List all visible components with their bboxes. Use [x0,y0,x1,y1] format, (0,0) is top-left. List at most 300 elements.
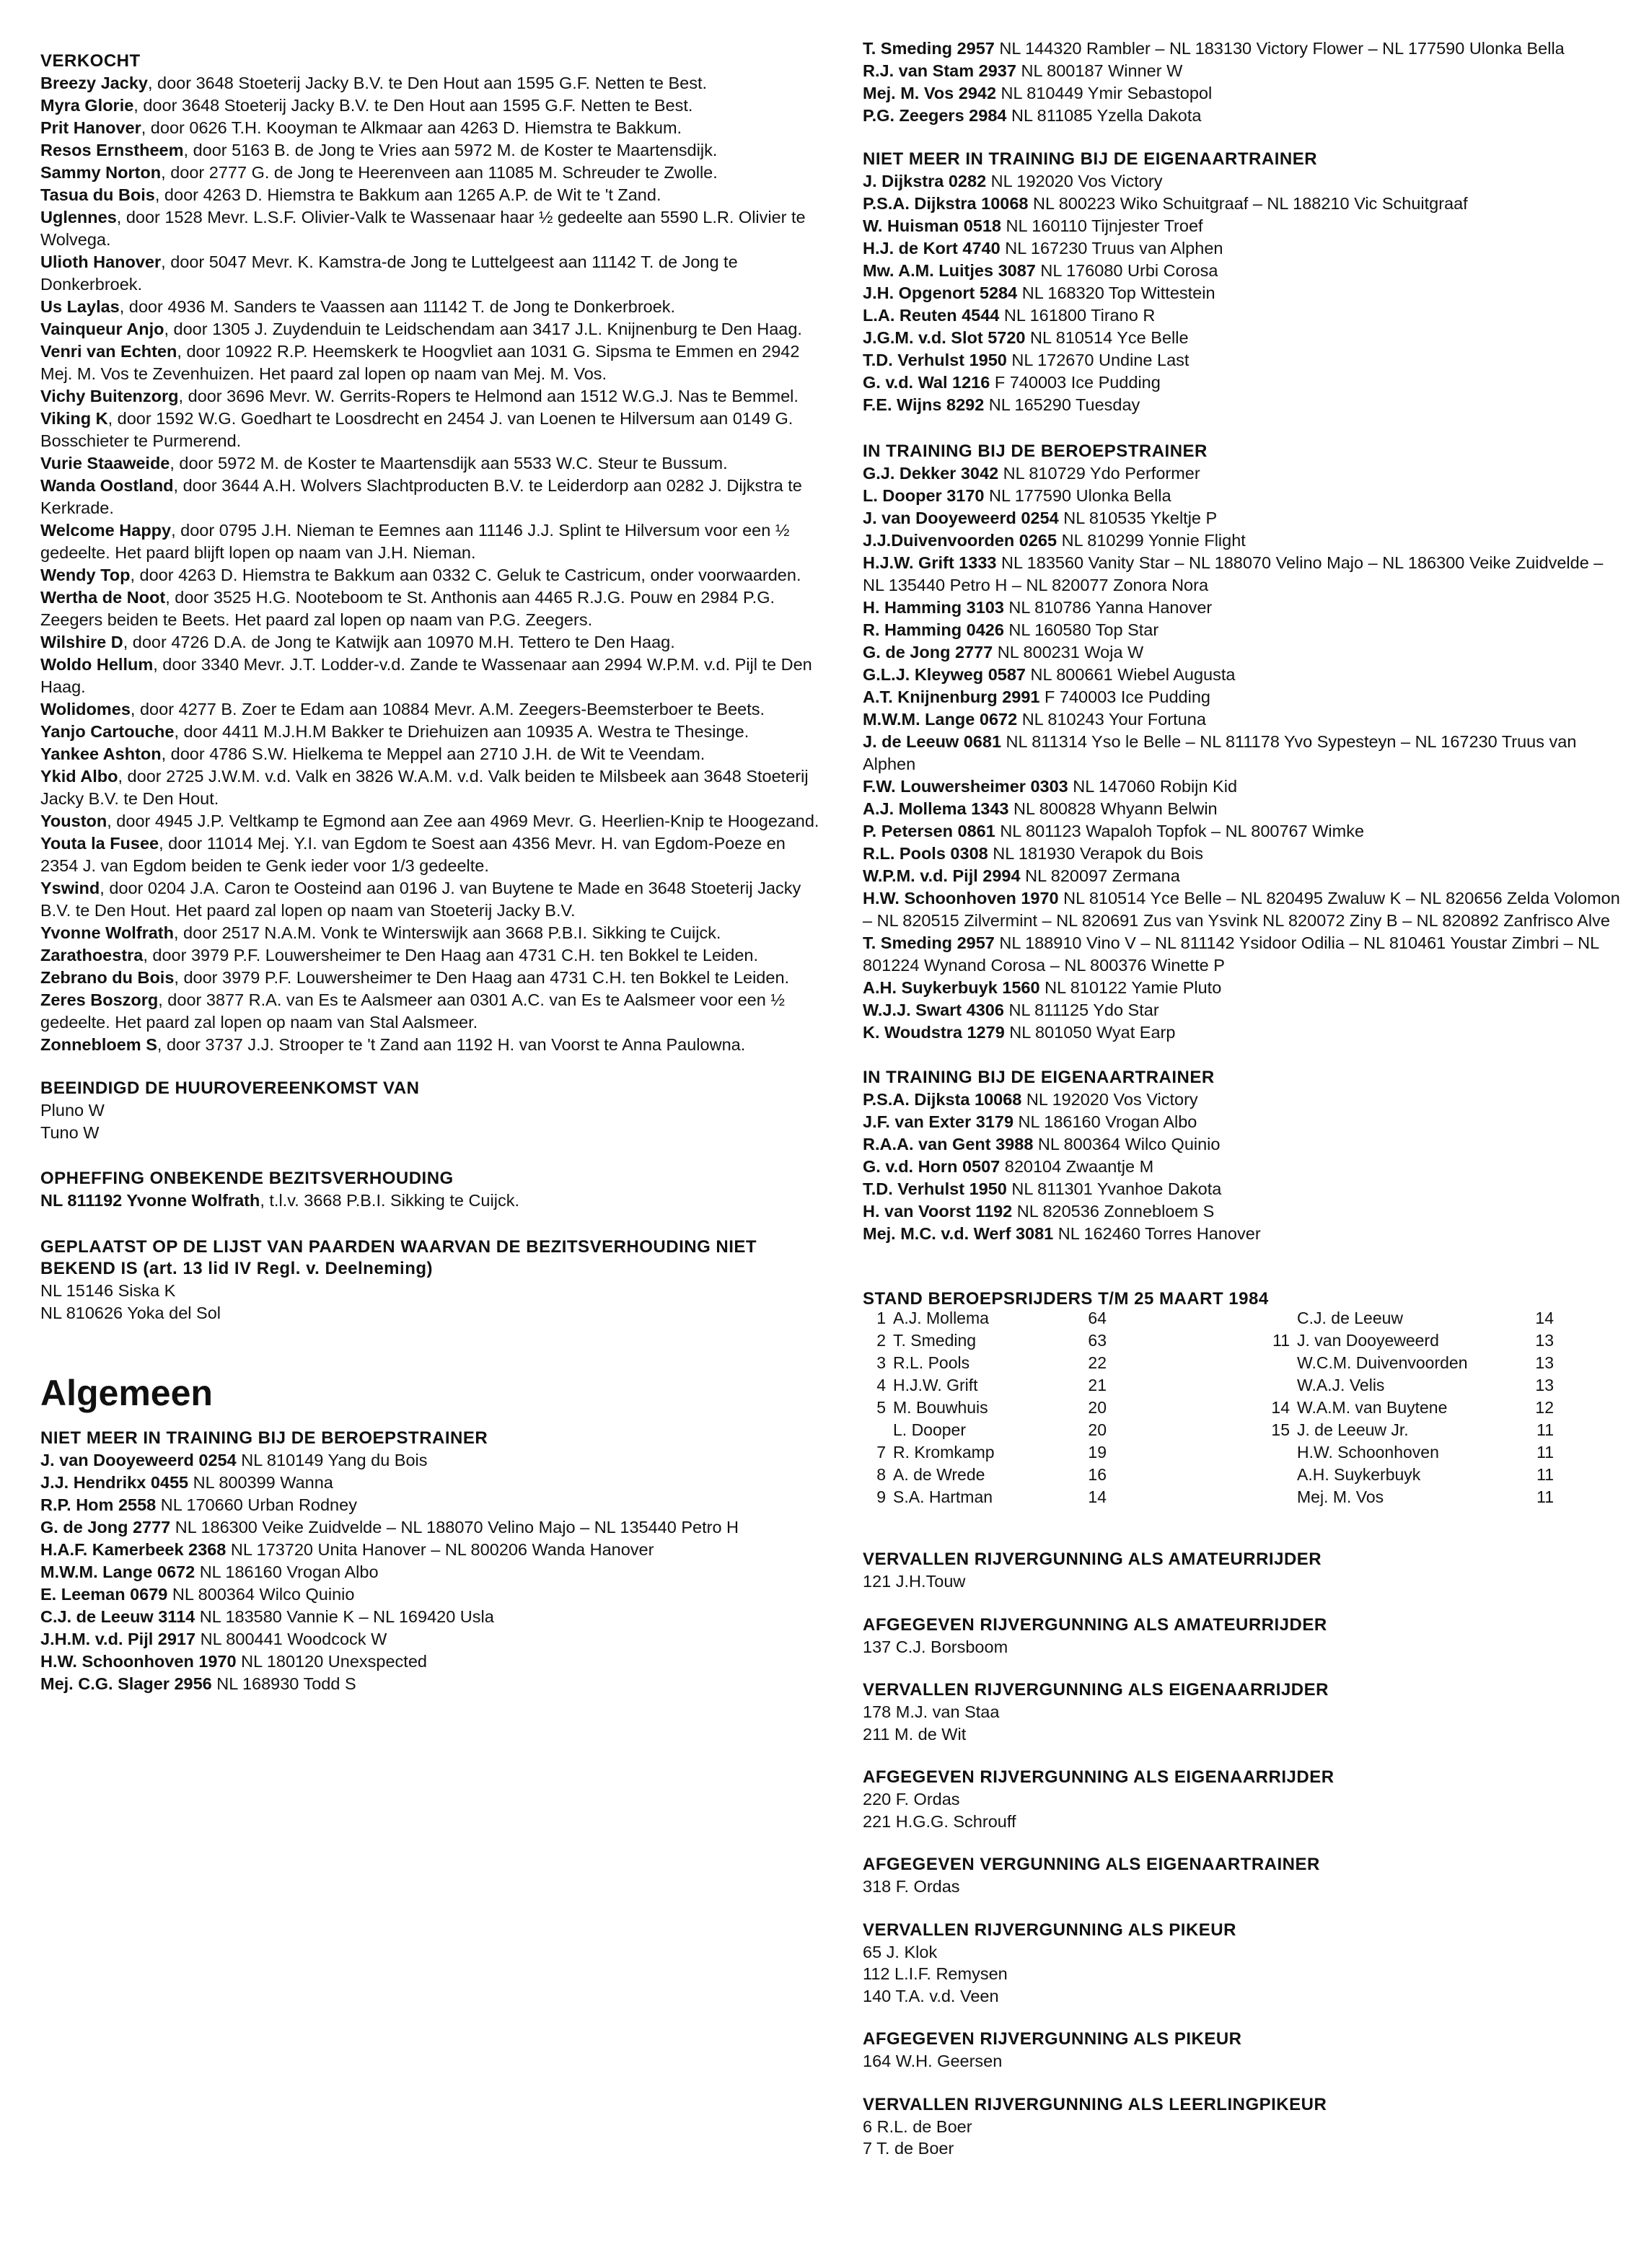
entry-text: NL 810535 Ykeltje P [1058,509,1218,527]
entry-text: , door 3648 Stoeterij Jacky B.V. te Den Hout aan 1595 G.F. Netten te Best. [147,74,708,92]
entry-text: NL 810243 Your Fortuna [1017,710,1206,729]
entry-text: NL 811301 Yvanhoe Dakota [1006,1179,1222,1198]
stand-row [1252,1419,1584,1441]
entry-text: NL 800399 Wanna [188,1473,333,1492]
stand-rank [1252,1307,1297,1329]
entry-name: R. Hamming 0426 [863,620,1004,639]
stand-points: 22 [1088,1353,1107,1372]
entry-text: , door 4936 M. Sanders te Vaassen aan 11142 T. de Jong te Donkerbroek. [119,297,676,316]
entry-text: NL 181930 Verapok du Bois [988,844,1204,863]
right-top-section [863,38,1627,127]
stand-name: R. Kromkamp [893,1443,995,1462]
list-item [863,394,1627,416]
stand-row [863,1352,1252,1374]
left-column [40,0,819,1695]
entry-text: NL 168320 Top Wittestein [1017,284,1215,302]
stand-points: 11 [1536,1487,1554,1506]
entry-name: Vainqueur Anjo [40,320,164,338]
vergunning-group [863,2094,1627,2160]
entry-name: Youston [40,812,107,830]
entry-name: Ykid Albo [40,767,118,786]
stand-points: 20 [1088,1398,1107,1417]
stand-name: H.W. Schoonhoven [1297,1443,1439,1462]
list-item [863,686,1627,708]
vergunningen-section [863,1549,1627,2160]
list-item [40,408,819,452]
list-item [863,932,1627,977]
entry-name: M.W.M. Lange 0672 [40,1562,195,1581]
right-top-list [863,38,1627,127]
list-item [863,485,1627,507]
entry-name: Welcome Happy [40,521,172,540]
entry-name: H. van Voorst 1192 [863,1202,1013,1221]
list-item: 140 T.A. v.d. Veen [863,1986,999,2005]
stand-rank [1252,1374,1297,1397]
entry-name: Wolidomes [40,700,131,718]
list-item [40,139,819,162]
list-item: NL 810626 Yoka del Sol [40,1303,221,1322]
stand-rank [863,1419,893,1441]
list-item [40,1561,819,1583]
entry-name: Woldo Hellum [40,655,154,674]
vergunning-group [863,1614,1627,1658]
entry-text: NL 820097 Zermana [1020,866,1180,885]
entry-name: C.J. de Leeuw 3114 [40,1607,195,1626]
entry-text: NL 180120 Unexspected [236,1652,427,1671]
entry-name: NL 811192 Yvonne Wolfrath [40,1191,260,1210]
entry-name: M.W.M. Lange 0672 [863,710,1018,729]
section-heading: AFGEGEVEN RIJVERGUNNING ALS EIGENAARRIJDER [863,1767,1334,1787]
nmt-eigen-section [863,149,1627,416]
entry-text: F 740003 Ice Pudding [990,373,1161,392]
it-eigen-section [863,1067,1627,1245]
entry-text: F 740003 Ice Pudding [1039,687,1210,706]
entry-text: , door 4277 B. Zoer te Edam aan 10884 Mevr. A.M. Zeegers-Beemsterboer te Beets. [130,700,765,718]
entry-text: NL 186160 Vrogan Albo [1013,1112,1197,1131]
entry-text: NL 801123 Wapaloh Topfok – NL 800767 Wimke [995,822,1365,840]
entry-text: NL 811125 Ydo Star [1003,1001,1159,1019]
list-item [40,1190,819,1212]
stand-right-list [1252,1307,1584,1508]
stand-row [1252,1464,1584,1486]
entry-text: , door 3979 P.F. Louwersheimer te Den Haag aan 4731 C.H. ten Bokkel te Leiden. [143,946,758,964]
list-item [40,564,819,586]
list-item [863,282,1627,304]
list-item [863,372,1627,394]
entry-text: , door 3340 Mevr. J.T. Lodder-v.d. Zande te Wassenaar aan 2994 W.P.M. v.d. Pijl te Den Haag. [40,655,812,696]
list-item [40,475,819,519]
stand-points: 13 [1535,1353,1554,1372]
entry-text: NL 800441 Woodcock W [195,1630,387,1648]
list-item: 221 H.G.G. Schrouff [863,1811,1016,1831]
entry-name: Us Laylas [40,297,120,316]
list-item: 112 L.I.F. Remysen [863,1964,1008,1983]
stand-name: H.J.W. Grift [893,1376,978,1394]
entry-text: NL 810122 Yamie Pluto [1039,978,1222,997]
geplaatst-section [40,1236,819,1324]
entry-text: , door 5972 M. de Koster te Maartensdijk aan 5533 W.C. Steur te Bussum. [170,454,728,472]
entry-text: , door 4263 D. Hiemstra te Bakkum aan 1265 A.P. de Wit te 't Zand. [154,185,661,204]
list-item [863,462,1627,485]
entry-name: P.S.A. Dijksta 10068 [863,1090,1022,1109]
entry-name: Vurie Staaweide [40,454,170,472]
entry-text: , door 1305 J. Zuydenduin te Leidschendam aan 3417 J.L. Knijnenburg te Den Haag. [164,320,802,338]
entry-text: NL 800187 Winner W [1016,61,1183,80]
entry-name: L. Dooper 3170 [863,486,985,505]
entry-text: , door 4786 S.W. Hielkema te Meppel aan 2710 J.H. de Wit te Veendam. [161,744,705,763]
page-section-title: Algemeen [40,1373,213,1413]
stand-row [863,1397,1252,1419]
section-heading: AFGEGEVEN VERGUNNING ALS EIGENAARTRAINER [863,1855,1320,1874]
stand-row [863,1441,1252,1464]
vergunning-group [863,2029,1627,2073]
entry-name: A.J. Mollema 1343 [863,799,1009,818]
section-heading: VERVALLEN RIJVERGUNNING ALS PIKEUR [863,1920,1236,1940]
entry-text: NL 801050 Wyat Earp [1004,1023,1176,1042]
list-item [863,1021,1627,1044]
list-item [863,619,1627,641]
entry-text: NL 173720 Unita Hanover – NL 800206 Wanda Hanover [226,1540,654,1559]
entry-name: Yswind [40,879,100,897]
entry-name: W.J.J. Swart 4306 [863,1001,1004,1019]
entry-text: , door 0795 J.H. Nieman te Eemnes aan 11146 J.J. Splint te Hilversum voor een ½ gedeelte. Het paard blijft lopen op naam van J.H. Nieman. [40,521,790,562]
entry-name: F.W. Louwersheimer 0303 [863,777,1068,796]
entry-name: Ulioth Hanover [40,252,162,271]
list-item [863,1178,1627,1200]
stand-name: W.A.M. van Buytene [1297,1398,1448,1417]
entry-name: E. Leeman 0679 [40,1585,168,1604]
entry-text: NL 176080 Urbi Corosa [1035,261,1218,280]
entry-text: NL 147060 Robijn Kid [1068,777,1238,796]
stand-rank: 8 [876,1465,886,1484]
entry-text: NL 810786 Yanna Hanover [1003,598,1213,617]
entry-text: NL 183560 Vanity Star – NL 188070 Velino Majo – NL 186300 Veike Zuidvelde – NL 135440 Petro H – NL 820077 Zonora Nora [863,553,1604,594]
entry-text: , door 3979 P.F. Louwersheimer te Den Haag aan 4731 C.H. ten Bokkel te Leiden. [174,968,790,987]
stand-points: 16 [1088,1465,1107,1484]
list-item [40,1449,819,1472]
list-item: 65 J. Klok [863,1942,938,1961]
stand-row [1252,1374,1584,1397]
list-item [863,999,1627,1021]
entry-text: NL 810449 Ymir Sebastopol [996,84,1213,102]
list-item [863,820,1627,843]
stand-name: A.H. Suykerbuyk [1297,1465,1421,1484]
vergunning-group [863,1549,1627,1593]
entry-name: Vichy Buitenzorg [40,387,179,405]
entry-name: P. Petersen 0861 [863,822,995,840]
section-heading: IN TRAINING BIJ DE BEROEPSTRAINER [863,441,1208,461]
entry-name: Wendy Top [40,566,131,584]
stand-rank [1252,1464,1297,1486]
stand-rank: 7 [876,1443,886,1462]
stand-points: 20 [1088,1420,1107,1439]
entry-name: J. de Leeuw 0681 [863,732,1002,751]
stand-name: T. Smeding [893,1331,977,1350]
list-item: 318 F. Ordas [863,1877,960,1896]
entry-text: , door 0626 T.H. Kooyman te Alkmaar aan 4263 D. Hiemstra te Bakkum. [141,118,682,137]
entry-name: H.A.F. Kamerbeek 2368 [40,1540,227,1559]
list-item [863,1156,1627,1178]
list-item [863,304,1627,327]
list-item [863,798,1627,820]
list-item [863,1089,1627,1111]
entry-text: NL 161800 Tirano R [999,306,1156,325]
entry-name: Wertha de Noot [40,588,166,607]
stand-rank: 3 [876,1353,886,1372]
stand-row [1252,1486,1584,1508]
list-item: Pluno W [40,1101,105,1120]
entry-text: NL 820536 Zonnebloem S [1012,1202,1215,1221]
stand-points: 63 [1088,1331,1107,1350]
list-item [40,1539,819,1561]
entry-name: G. v.d. Horn 0507 [863,1157,1001,1176]
vergunning-group [863,1854,1627,1898]
entry-name: Tasua du Bois [40,185,155,204]
entry-name: A.T. Knijnenburg 2991 [863,687,1040,706]
stand-row [863,1486,1252,1508]
list-item [40,877,819,922]
stand-section [863,1288,1627,1508]
list-item [40,832,819,877]
vergunning-group [863,1767,1627,1832]
stand-row [863,1374,1252,1397]
list-item [863,708,1627,731]
section-heading: IN TRAINING BIJ DE EIGENAARTRAINER [863,1068,1215,1087]
entry-name: J.J.Duivenvoorden 0265 [863,531,1057,550]
stand-row [863,1329,1252,1352]
list-item [863,237,1627,260]
entry-text: NL 192020 Vos Victory [986,172,1163,190]
algemeen-section [40,1371,819,1415]
list-item [863,529,1627,552]
stand-points: 14 [1088,1487,1107,1506]
list-item [863,887,1627,932]
entry-text: , door 11014 Mej. Y.I. van Egdom te Soest aan 4356 Mevr. H. van Egdom-Poeze en 2354 J. van Egdom beiden te Genk ieder voor 1/3 gedeelte. [40,834,786,875]
entry-name: J.H.M. v.d. Pijl 2917 [40,1630,196,1648]
entry-text: , door 1592 W.G. Goedhart te Loosdrecht en 2454 J. van Loenen te Hilversum aan 0149 G. Bosschieter te Purmerend. [40,409,793,450]
entry-text: NL 177590 Ulonka Bella [984,486,1171,505]
entry-text: NL 162460 Torres Hanover [1053,1224,1261,1243]
entry-text: , door 0204 J.A. Caron te Oosteind aan 0196 J. van Buytene te Made en 3648 Stoeterij Jacky B.V. te Den Hout. Het paard zal lopen op naam van Stoeterij Jacky B.V. [40,879,801,920]
entry-text: NL 811314 Yso le Belle – NL 811178 Yvo Sypesteyn – NL 167230 Truus van Alphen [863,732,1577,773]
entry-name: Yankee Ashton [40,744,162,763]
list-item [863,105,1627,127]
list-item [40,1651,819,1673]
list-item [40,452,819,475]
section-heading: AFGEGEVEN RIJVERGUNNING ALS AMATEURRIJDER [863,1614,1327,1635]
list-item [863,664,1627,686]
entry-name: G.J. Dekker 3042 [863,464,999,483]
entry-name: Breezy Jacky [40,74,148,92]
right-column [863,0,1627,2181]
vergunning-group [863,1679,1627,1745]
entry-name: W. Huisman 0518 [863,216,1001,235]
stand-row [863,1419,1252,1441]
entry-name: R.J. van Stam 2937 [863,61,1016,80]
list-item [863,641,1627,664]
entry-text: NL 800661 Wiebel Augusta [1025,665,1236,684]
stand-rank: 9 [876,1487,886,1506]
section-heading: BEEINDIGD DE HUUROVEREENKOMST VAN [40,1078,420,1098]
list-item [40,385,819,408]
entry-name: Zebrano du Bois [40,968,175,987]
entry-name: T. Smeding 2957 [863,39,995,58]
list-item [40,1472,819,1494]
list-item [863,1200,1627,1223]
list-item [40,1673,819,1695]
entry-text: , door 3648 Stoeterij Jacky B.V. te Den Hout aan 1595 G.F. Netten te Best. [133,96,693,115]
entry-text: NL 160580 Top Star [1003,620,1159,639]
stand-points: 11 [1536,1420,1554,1439]
entry-name: R.A.A. van Gent 3988 [863,1135,1034,1153]
entry-name: G.L.J. Kleyweg 0587 [863,665,1026,684]
list-item [40,810,819,832]
entry-name: W.P.M. v.d. Pijl 2994 [863,866,1021,885]
list-item [40,765,819,810]
entry-text: NL 144320 Rambler – NL 183130 Victory Flower – NL 177590 Ulonka Bella [994,39,1565,58]
entry-name: Zarathoestra [40,946,144,964]
entry-text: NL 810514 Yce Belle [1025,328,1189,347]
list-item [863,597,1627,619]
list-item [863,82,1627,105]
list-item: 7 T. de Boer [863,2139,954,2158]
entry-name: H.W. Schoonhoven 1970 [40,1652,237,1671]
section-heading: VERVALLEN RIJVERGUNNING ALS EIGENAARRIJDER [863,1680,1329,1700]
entry-text: , t.l.v. 3668 P.B.I. Sikking te Cuijck. [260,1191,519,1210]
entry-text: NL 183580 Vannie K – NL 169420 Usla [195,1607,494,1626]
list-item: 211 M. de Wit [863,1724,967,1744]
entry-text: , door 10922 R.P. Heemskerk te Hoogvliet aan 1031 G. Sipsma te Emmen en 2942 Mej. M. Vos te Zevenhuizen. Het paard zal lopen op naam van Mej. M. Vos. [40,342,800,383]
entry-name: J.F. van Exter 3179 [863,1112,1014,1131]
it-beroeps-list [863,462,1627,1044]
list-item [863,1111,1627,1133]
stand-points: 13 [1535,1331,1554,1350]
entry-name: Wanda Oostland [40,476,174,495]
stand-name: S.A. Hartman [893,1487,993,1506]
entry-name: J. Dijkstra 0282 [863,172,987,190]
section-heading: VERKOCHT [40,51,141,71]
entry-name: Youta la Fusee [40,834,159,853]
list-item [863,977,1627,999]
stand-rank: 2 [876,1331,886,1350]
list-item [863,349,1627,372]
entry-text: NL 800828 Whyann Belwin [1008,799,1218,818]
list-item [40,654,819,698]
list-item [40,586,819,631]
list-item [40,1494,819,1516]
entry-text: , door 3525 H.G. Nooteboom te St. Anthonis aan 4465 R.J.G. Pouw en 2984 P.G. Zeegers beiden te Beets. Het paard zal lopen op naam van P.G. Zeegers. [40,588,775,629]
list-item [40,296,819,318]
list-item [40,251,819,296]
entry-name: K. Woudstra 1279 [863,1023,1005,1042]
stand-points: 19 [1088,1443,1107,1462]
entry-name: Zonnebloem S [40,1035,157,1054]
section-heading: STAND BEROEPSRIJDERS T/M 25 MAART 1984 [863,1289,1269,1309]
entry-text: NL 186160 Vrogan Albo [195,1562,379,1581]
list-item [40,631,819,654]
stand-rank: 4 [876,1376,886,1394]
stand-name: W.C.M. Duivenvoorden [1297,1353,1468,1372]
entry-name: Mw. A.M. Luitjes 3087 [863,261,1036,280]
entry-name: J. van Dooyeweerd 0254 [863,509,1059,527]
stand-name: J. van Dooyeweerd [1297,1331,1439,1350]
entry-text: NL 800364 Wilco Quinio [167,1585,355,1604]
entry-name: G. v.d. Wal 1216 [863,373,990,392]
stand-row [863,1307,1252,1329]
list-item [863,60,1627,82]
entry-text: , door 3696 Mevr. W. Gerrits-Ropers te Helmond aan 1512 W.G.J. Nas te Bemmel. [178,387,799,405]
list-item: 220 F. Ordas [863,1790,960,1808]
list-item [40,94,819,117]
list-item [863,327,1627,349]
stand-row [863,1464,1252,1486]
vergunning-group [863,1920,1627,2008]
list-item: 137 C.J. Borsboom [863,1637,1008,1656]
entry-text: NL 810149 Yang du Bois [236,1451,428,1469]
stand-rank [1252,1486,1297,1508]
stand-points: 12 [1535,1398,1554,1417]
list-item [863,775,1627,798]
section-heading: OPHEFFING ONBEKENDE BEZITSVERHOUDING [40,1169,454,1188]
stand-name: A.J. Mollema [893,1309,989,1327]
entry-name: T.D. Verhulst 1950 [863,351,1007,369]
entry-name: Zeres Boszorg [40,990,159,1009]
stand-rank: 11 [1272,1331,1290,1350]
stand-table [863,1307,1627,1508]
entry-name: F.E. Wijns 8292 [863,395,985,414]
entry-name: J.H. Opgenort 5284 [863,284,1018,302]
entry-text: 820104 Zwaantje M [1000,1157,1154,1176]
stand-name: Mej. M. Vos [1297,1487,1384,1506]
stand-rank: 15 [1271,1420,1290,1439]
entry-name: J. van Dooyeweerd 0254 [40,1451,237,1469]
list-item [40,117,819,139]
entry-text: NL 168930 Todd S [211,1674,356,1693]
list-item [40,1606,819,1628]
entry-text: NL 165290 Tuesday [984,395,1140,414]
entry-name: H. Hamming 3103 [863,598,1004,617]
stand-name: L. Dooper [893,1420,967,1439]
entry-text: , door 4945 J.P. Veltkamp te Egmond aan Zee aan 4969 Mevr. G. Heerlien-Knip te Hoogezand. [107,812,819,830]
entry-name: R.P. Hom 2558 [40,1495,157,1514]
entry-name: T.D. Verhulst 1950 [863,1179,1007,1198]
stand-row [1252,1307,1584,1329]
entry-name: T. Smeding 2957 [863,933,995,952]
entry-name: A.H. Suykerbuyk 1560 [863,978,1040,997]
stand-rank: 14 [1271,1398,1290,1417]
list-item [40,519,819,564]
it-eigen-list [863,1089,1627,1245]
list-item [40,1628,819,1651]
entry-name: Sammy Norton [40,163,162,182]
entry-text: , door 4411 M.J.H.M Bakker te Driehuizen aan 10935 A. Westra te Thesinge. [174,722,749,741]
verkocht-section [40,50,819,1056]
nmt-eigen-list [863,170,1627,416]
entry-name: Uglennes [40,208,117,227]
entry-text: , door 4263 D. Hiemstra te Bakkum aan 0332 C. Geluk te Castricum, onder voorwaarden. [130,566,801,584]
entry-name: P.S.A. Dijkstra 10068 [863,194,1029,213]
stand-rank: 1 [876,1309,886,1327]
stand-name: R.L. Pools [893,1353,970,1372]
stand-row [1252,1397,1584,1419]
entry-name: Myra Glorie [40,96,134,115]
list-item: NL 15146 Siska K [40,1281,176,1300]
entry-name: G. de Jong 2777 [863,643,993,662]
stand-name: A. de Wrede [893,1465,985,1484]
list-item [863,507,1627,529]
section-heading: AFGEGEVEN RIJVERGUNNING ALS PIKEUR [863,2029,1242,2049]
list-item [863,215,1627,237]
